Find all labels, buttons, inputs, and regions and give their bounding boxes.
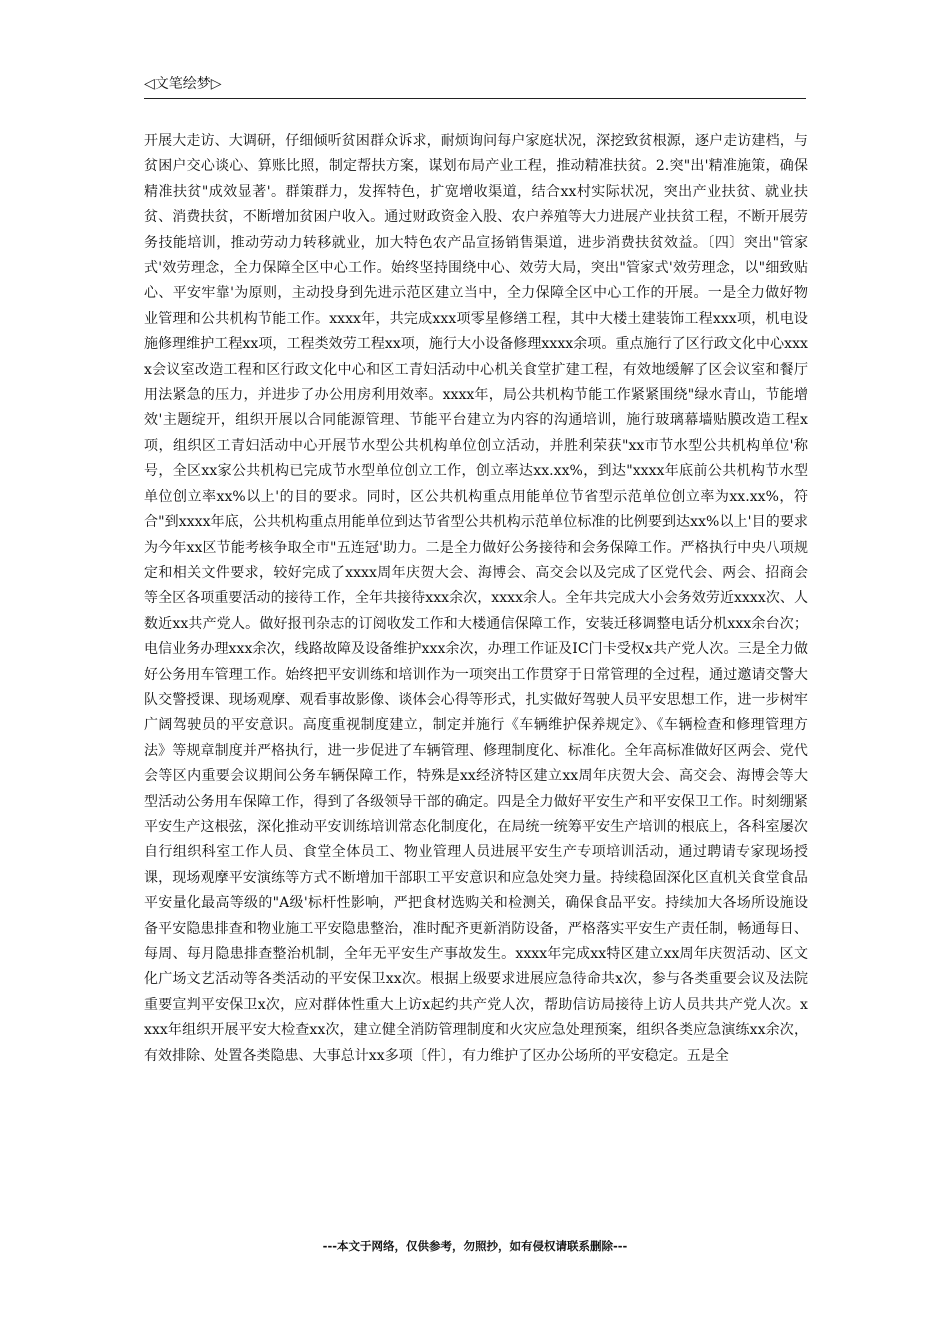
- header-title: ◁文笔绘梦▷: [144, 76, 222, 92]
- document-body-text: 开展大走访、大调研，仔细倾听贫困群众诉求，耐烦询问每户家庭状况，深挖致贫根源，逐户走访建档，与贫困户交心谈心、算账比照，制定帮扶方案，谋划布局产业工程，推动精准扶贫。2.突"出'精准施策，确保精准扶贫"成效显著'。群策群力，发挥特色，扩宽增收渠道，结合xx村实际状况，突出产业扶贫、就业扶贫、消费扶贫，不断增加贫困户收入。通过财政资金入股、农户养殖等大力进展产业扶贫工程，不断开展劳务技能培训，推动劳动力转移就业，加大特色农产品宣扬销售渠道，进步消费扶贫效益。〔四〕突出"管家式'效劳理念，全力保障全区中心工作。始终坚持围绕中心、效劳大局，突出"管家式'效劳理念，以"细致贴心、平安牢靠'为原则，主动投身到先进示范区建立当中，全力保障全区中心工作的开展。一是全力做好物业管理和公共机构节能工作。xxxx年，共完成xxx项零星修缮工程，其中大楼土建装饰工程xxx项，机电设施修理维护工程xx项，工程类效劳工程xx项，施行大小设备修理xxxx余项。重点施行了区行政文化中心xxxx会议室改造工程和区行政文化中心和区工青妇活动中心机关食堂扩建工程，有效地缓解了区会议室和餐厅用法紧急的压力，并进步了办公用房利用效率。xxxx年，局公共机构节能工作紧紧围绕"绿水青山，节能增效'主题绽开，组织开展以合同能源管理、节能平台建立为内容的沟通培训，施行玻璃幕墙贴膜改造工程x项，组织区工青妇活动中心开展节水型公共机构单位创立活动，并胜利荣获"xx市节水型公共机构单位'称号，全区xx家公共机构已完成节水型单位创立工作，创立率达xx.xx%，到达"xxxx年底前公共机构节水型单位创立率xx%以上'的目的要求。同时，区公共机构重点用能单位节省型示范单位创立率为xx.xx%，符合"到xxxx年底，公共机构重点用能单位到达节省型公共机构示范单位标准的比例要到达xx%以上'目的要求为今年xx区节能考核争取全市"五连冠'助力。二是全力做好公务接待和会务保障工作。严格执行中央八项规定和相关文件要求，较好完成了xxxx周年庆贺大会、海博会、高交会以及完成了区党代会、两会、招商会等全区各项重要活动的接待工作，全年共接待xxx余次，xxxx余人。全年共完成大小会务效劳近xxxx次、人数近xx共产党人。做好报刊杂志的订阅收发工作和大楼通信保障工作，安装迁移调整电话分机xxx余台次；电信业务办理xxx余次，线路故障及设备维护xxx余次，办理工作证及IC门卡受权x共产党人次。三是全力做好公务用车管理工作。始终把平安训练和培训作为一项突出工作贯穿于日常管理的全过程，通过邀请交警大队交警授课、现场观摩、观看事故影像、谈体会心得等形式，扎实做好驾驶人员平安思想工作，进一步树牢广阔驾驶员的平安意识。高度重视制度建立，制定并施行《车辆维护保养规定》、《车辆检查和修理管理方法》等规章制度并严格执行，进一步促进了车辆管理、修理制度化、标准化。全年高标准做好区两会、党代会等区内重要会议期间公务车辆保障工作，特殊是xx经济特区建立xx周年庆贺大会、高交会、海博会等大型活动公务用车保障工作，得到了各级领导干部的确定。四是全力做好平安生产和平安保卫工作。时刻绷紧平安生产这根弦，深化推动平安训练培训常态化制度化，在局统一统筹平安生产培训的根底上，各科室屡次自行组织科室工作人员、食堂全体员工、物业管理人员进展平安生产专项培训活动，通过聘请专家现场授课，现场观摩平安演练等方式不断增加干部职工平安意识和应急处突力量。持续稳固深化区直机关食堂食品平安量化最高等级的"A级'标杆性影响，严把食材选购关和检测关，确保食品平安。持续加大各场所设施设备平安隐患排查和物业施工平安隐患整治，准时配齐更新消防设备，严格落实平安生产责任制，畅通每日、每周、每月隐患排查整治机制，全年无平安生产事故发生。xxxx年完成xx特区建立xx周年庆贺活动、区文化广场文艺活动等各类活动的平安保卫xx次。根据上级要求进展应急待命共x次，参与各类重要会议及法院重要宣判平安保卫x次，应对群体性重大上访x起约共产党人次，帮助信访局接待上访人员共共产党人次。xxxx年组织开展平安大检查xx次，建立健全消防管理制度和火灾应急处理预案，组织各类应急演练xx余次，有效排除、处置各类隐患、大事总计xx多项〔件〕，有力维护了区办公场所的平安稳定。五是全: [144, 133, 808, 1064]
- page-footer: ---本文于网络，仅供参考，勿照抄，如有侵权请联系删除---: [322, 1239, 628, 1253]
- page-header: [144, 74, 806, 99]
